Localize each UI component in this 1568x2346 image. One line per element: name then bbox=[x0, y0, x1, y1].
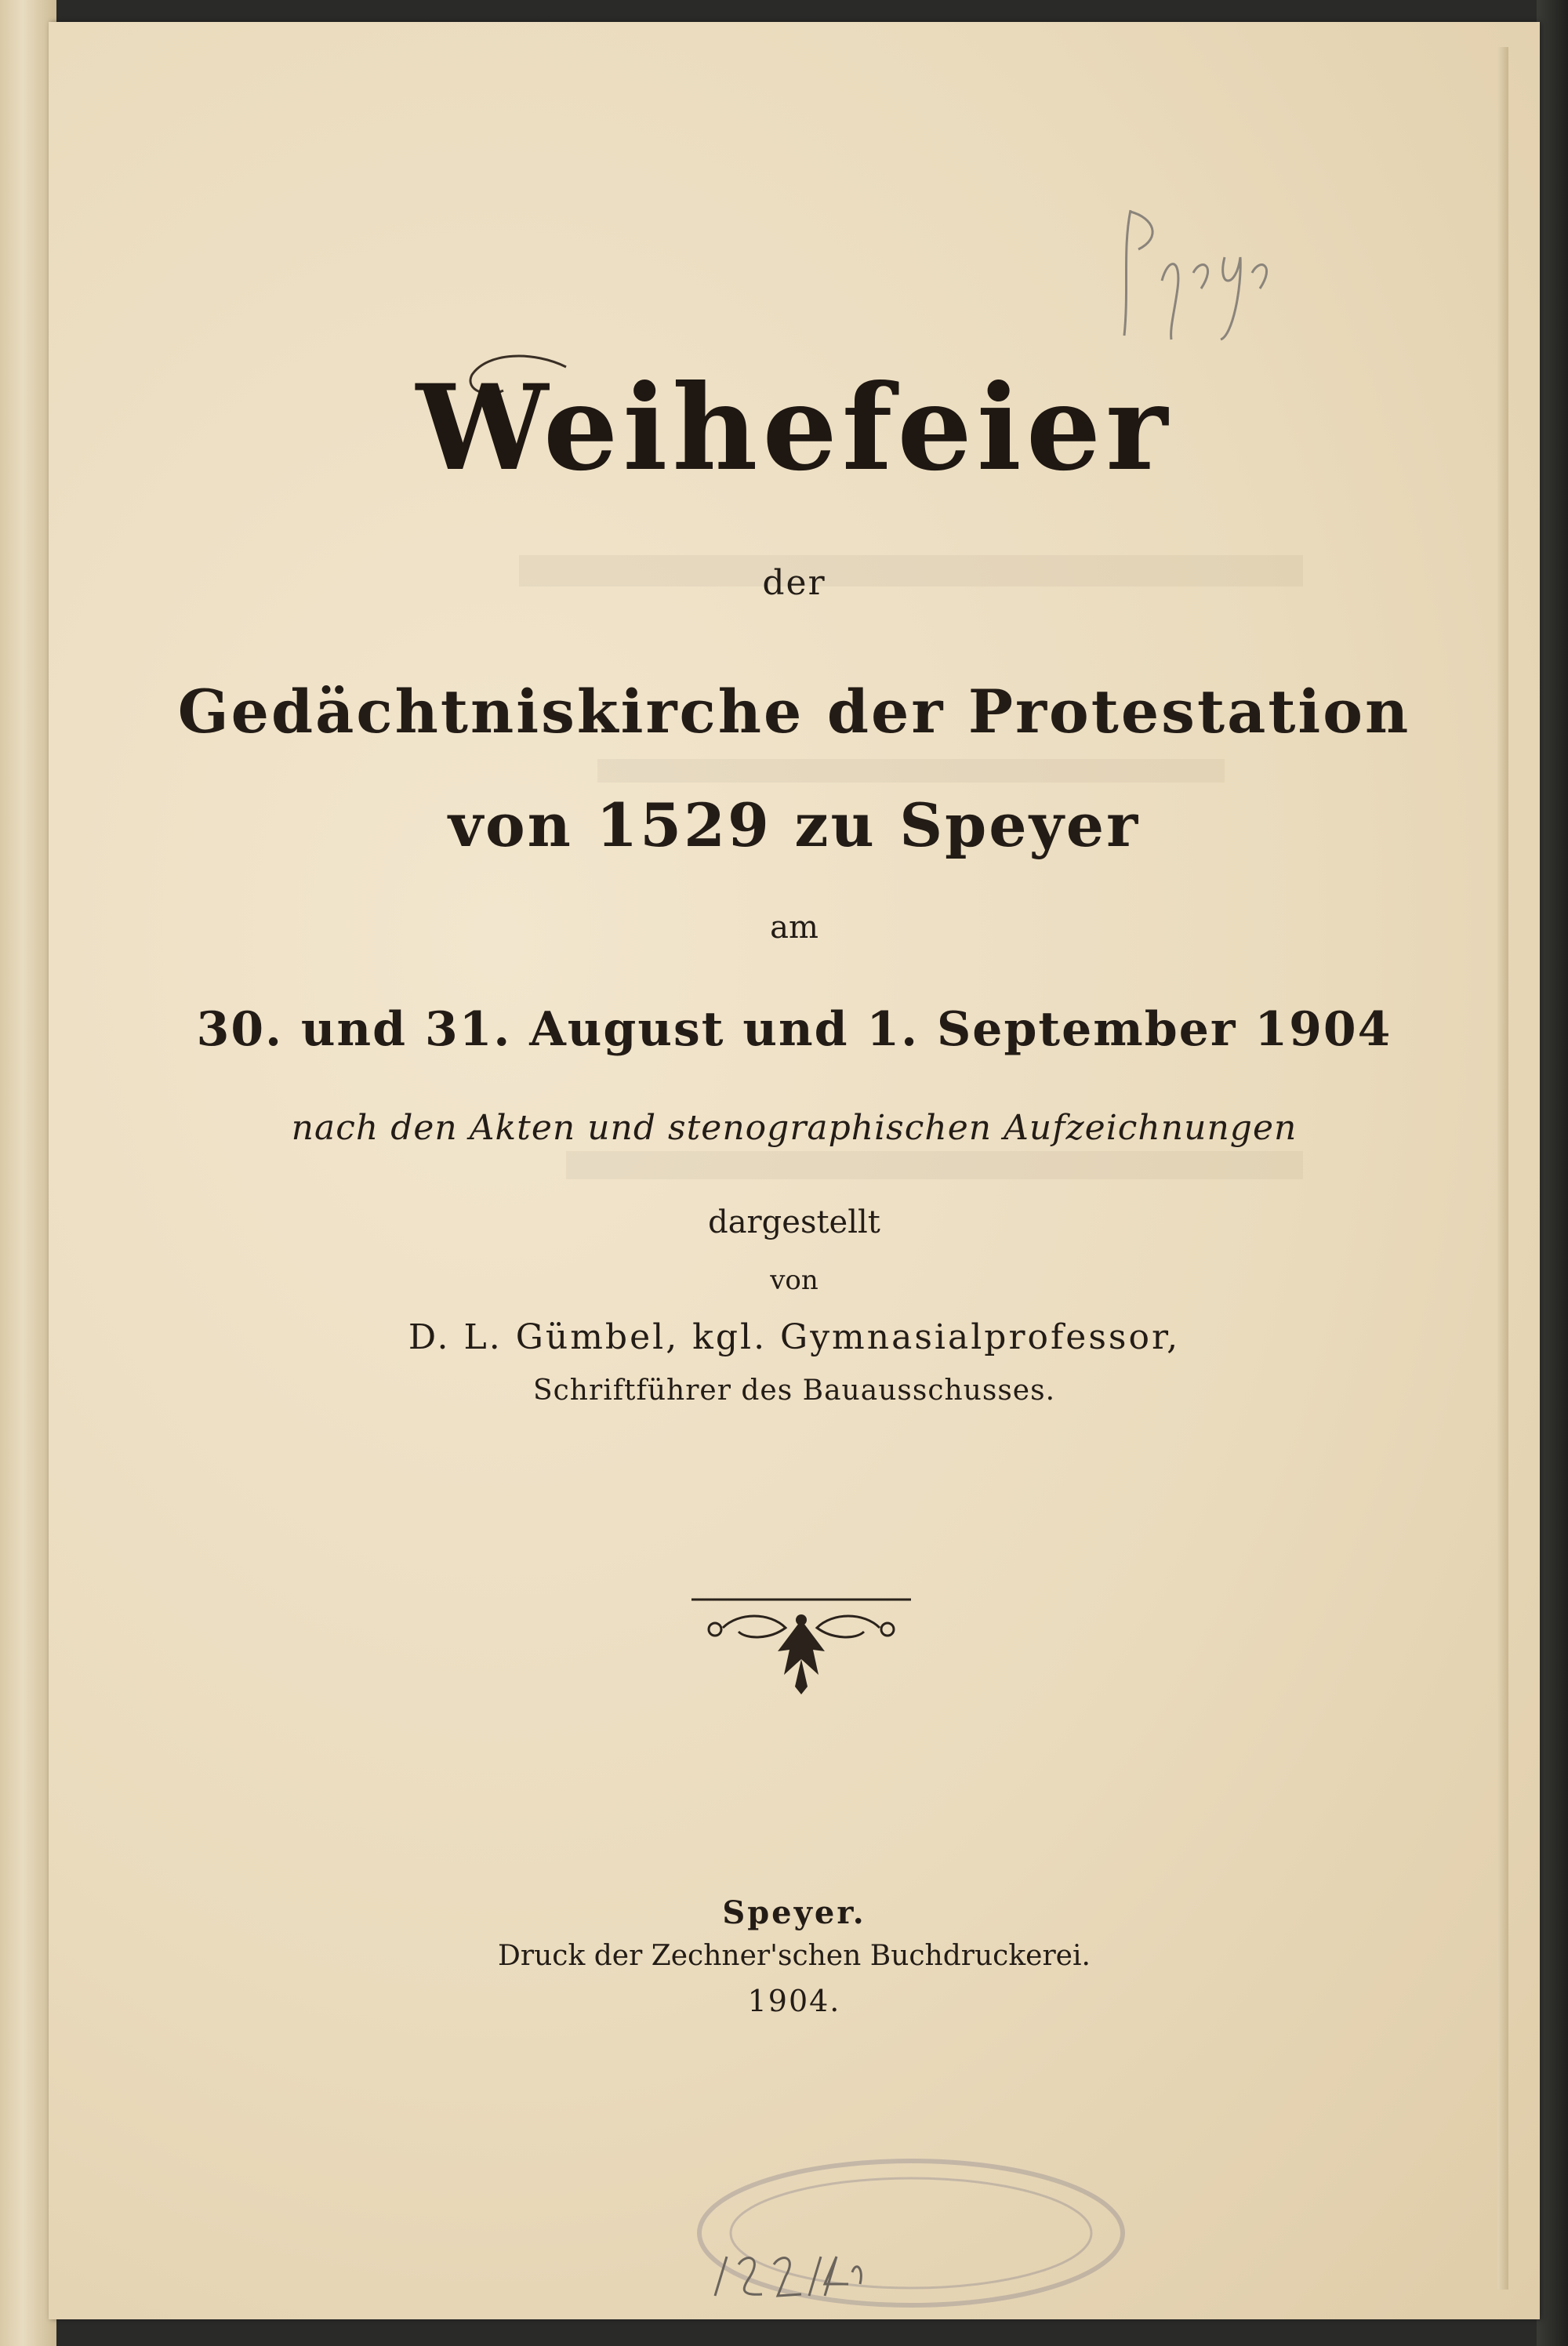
dargestellt-label: dargestellt bbox=[708, 1204, 880, 1240]
book-cover-board bbox=[1537, 0, 1568, 2346]
author-line: D. L. Gümbel, kgl. Gymnasialprofessor, bbox=[408, 1317, 1181, 1357]
main-title: Weihefeier bbox=[416, 359, 1173, 497]
source-note: nach den Akten und stenographischen Aufzeichnungen bbox=[291, 1108, 1298, 1148]
printers-ornament bbox=[691, 1596, 911, 1698]
connector-am: am bbox=[770, 910, 818, 946]
subject-line-2: von 1529 zu Speyer bbox=[448, 790, 1141, 860]
imprint-printer: Druck der Zechner'schen Buchdruckerei. bbox=[498, 1940, 1091, 1972]
author-role: Schriftführer des Bauausschusses. bbox=[532, 1375, 1056, 1407]
imprint-place: Speyer. bbox=[722, 1894, 866, 1931]
pencil-annotation bbox=[1107, 202, 1279, 343]
event-dates: 30. und 31. August und 1. September 1904 bbox=[196, 1002, 1392, 1057]
imprint-year: 1904. bbox=[747, 1984, 841, 2018]
title-page bbox=[49, 22, 1540, 2319]
connector-der: der bbox=[762, 563, 826, 603]
connector-von: von bbox=[770, 1265, 818, 1296]
handwritten-shelf-number bbox=[707, 2249, 864, 2304]
page-edge-shadow bbox=[1497, 47, 1508, 2290]
subject-line-1: Gedächtniskirche der Protestation bbox=[177, 677, 1411, 746]
